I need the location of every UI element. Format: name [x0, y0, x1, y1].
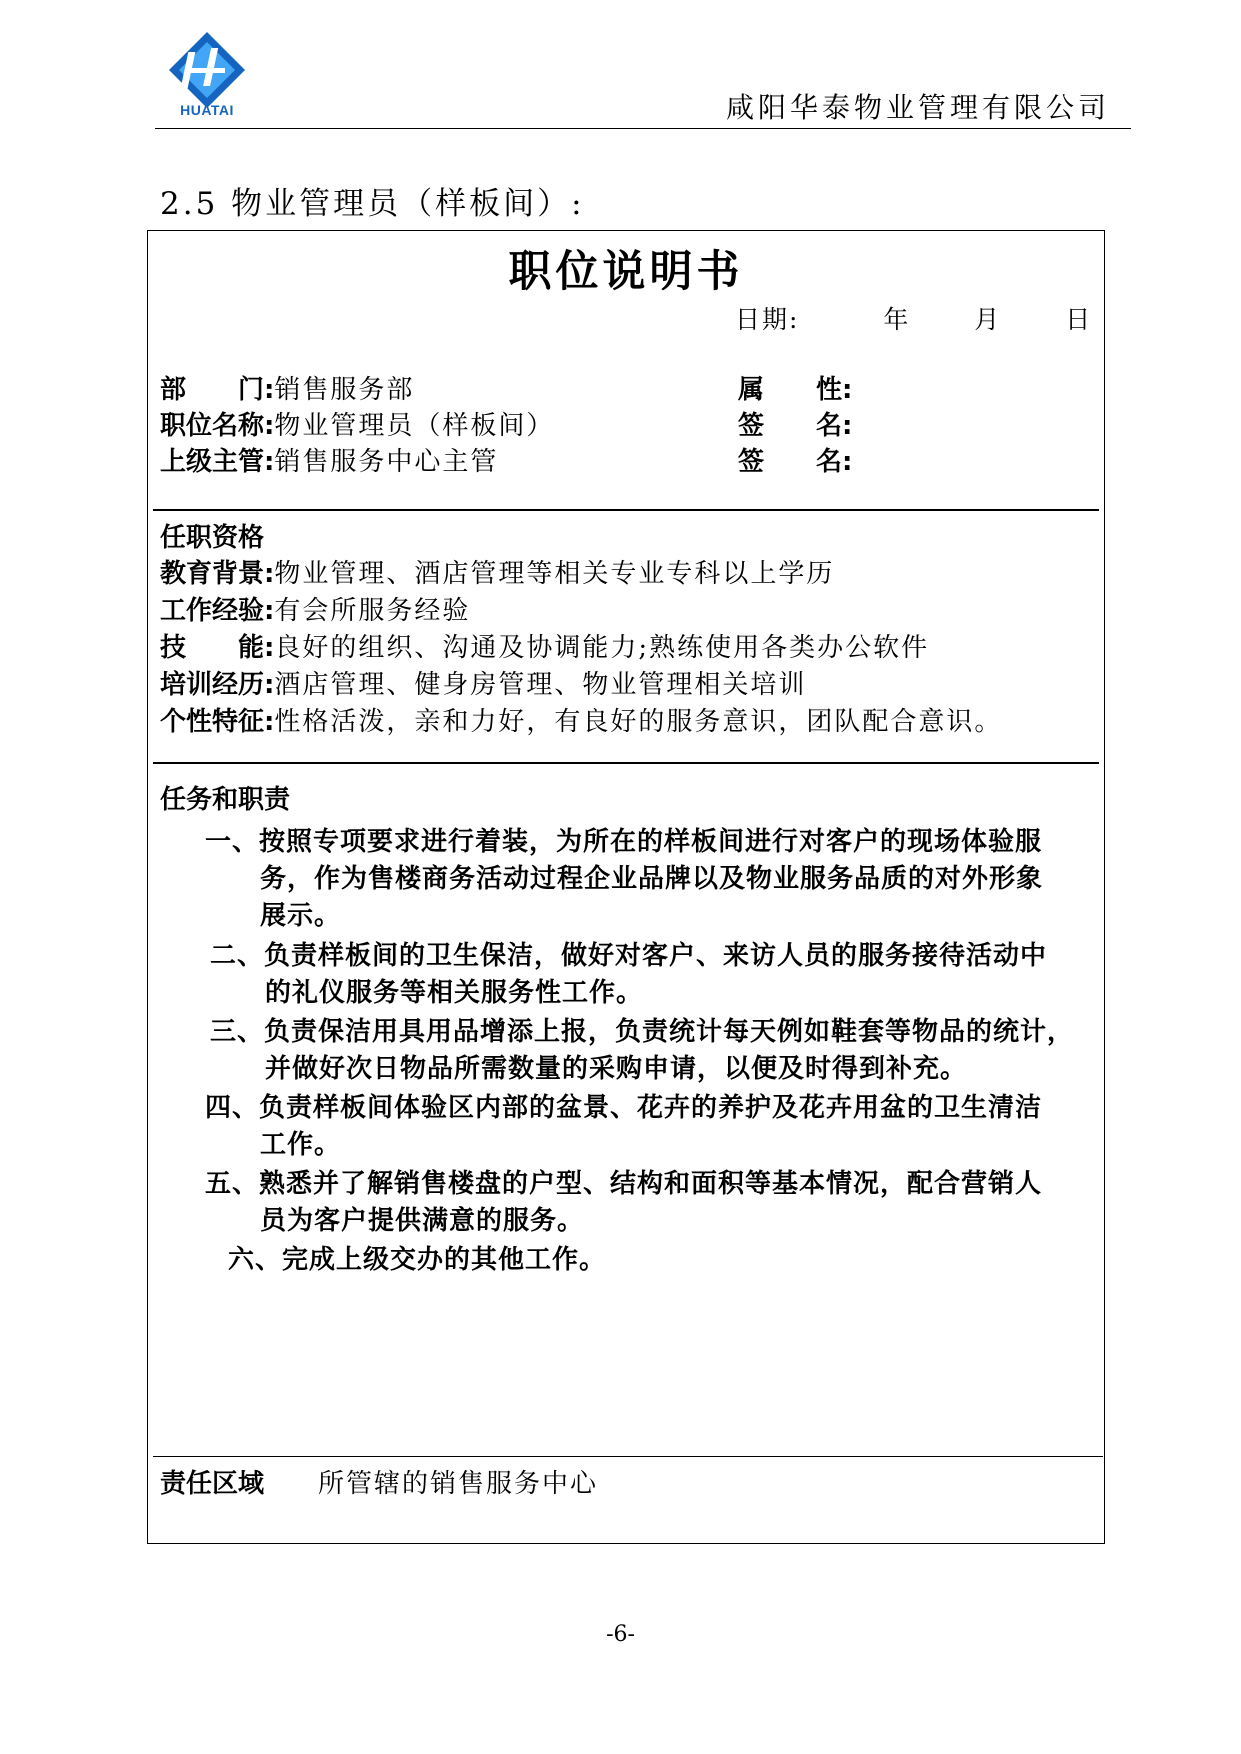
company-name: 咸阳华泰物业管理有限公司: [726, 91, 1111, 124]
qual-value: 酒店管理、健身房管理、物业管理相关培训: [274, 670, 807, 700]
page-number: -6-: [606, 1622, 635, 1647]
attr-label: 属 性:: [738, 375, 853, 405]
qual-label: 培训经历:: [160, 670, 275, 700]
divider-2: [153, 762, 1099, 764]
duty-line: 工作。: [260, 1130, 342, 1160]
duty-line: 员为客户提供满意的服务。: [260, 1206, 585, 1236]
sign2-label: 签 名:: [738, 447, 853, 477]
qual-value: 物业管理、酒店管理等相关专业专科以上学历: [274, 559, 835, 589]
qual-label: 个性特征:: [160, 707, 275, 737]
position-row: [160, 408, 554, 444]
divider-3: [153, 1456, 1103, 1457]
logo-text: HUATAI: [180, 102, 234, 118]
duties-heading: 任务和职责: [160, 785, 291, 815]
date-line: [735, 300, 1092, 336]
responsibility-value-row: [318, 1466, 598, 1502]
document-title: 职位说明书: [508, 247, 744, 297]
supervisor-value: 销售服务中心主管: [274, 447, 499, 477]
date-month: 月: [974, 305, 1002, 334]
qual-education-row: [160, 556, 834, 592]
qual-value: 有会所服务经验: [274, 596, 471, 626]
supervisor-label: 上级主管:: [160, 447, 275, 477]
duty-line: 的礼仪服务等相关服务性工作。: [265, 978, 644, 1008]
header-divider: [155, 128, 1131, 129]
attr-row: [738, 372, 852, 408]
position-label: 职位名称:: [160, 411, 275, 441]
date-day: 日: [1065, 305, 1093, 334]
sign2-row: [738, 444, 852, 480]
dept-row: [160, 372, 414, 408]
qual-experience-row: [160, 593, 470, 629]
responsibility-label: 责任区域: [160, 1469, 265, 1499]
sign1-row: [738, 408, 852, 444]
qual-skills-row: [160, 630, 929, 666]
date-label: 日期:: [735, 305, 800, 334]
duty-line: 展示。: [260, 901, 342, 931]
duty-line: 并做好次日物品所需数量的采购申请，以便及时得到补充。: [265, 1054, 968, 1084]
position-value: 物业管理员（样板间）: [274, 411, 555, 441]
qual-value: 良好的组织、沟通及协调能力;熟练使用各类办公软件: [274, 633, 930, 663]
qual-personality-row: [160, 704, 1002, 740]
qualifications-heading: 任职资格: [160, 523, 265, 553]
responsibility-value: 所管辖的销售服务中心: [318, 1469, 599, 1499]
duty-line: 一、按照专项要求进行着装，为所在的样板间进行对客户的现场体验服: [205, 827, 1043, 857]
dept-label: 部 门:: [160, 375, 275, 405]
duty-line: 务，作为售楼商务活动过程企业品牌以及物业服务品质的对外形象: [260, 864, 1044, 894]
qual-label: 技 能:: [160, 633, 275, 663]
duty-line: 三、负责保洁用具用品增添上报，负责统计每天例如鞋套等物品的统计，: [210, 1017, 1075, 1047]
duty-line: 二、负责样板间的卫生保洁，做好对客户、来访人员的服务接待活动中: [210, 941, 1048, 971]
duty-line: 六、完成上级交办的其他工作。: [228, 1245, 607, 1275]
qual-training-row: [160, 667, 806, 703]
duty-line: 五、熟悉并了解销售楼盘的户型、结构和面积等基本情况，配合营销人: [205, 1169, 1043, 1199]
supervisor-row: [160, 444, 498, 480]
responsibility-row: [160, 1466, 264, 1502]
qual-label: 教育背景:: [160, 559, 275, 589]
divider-1: [153, 509, 1099, 511]
qual-value: 性格活泼，亲和力好，有良好的服务意识，团队配合意识。: [274, 707, 1003, 737]
duty-line: 四、负责样板间体验区内部的盆景、花卉的养护及花卉用盆的卫生清洁: [205, 1093, 1043, 1123]
dept-value: 销售服务部: [274, 375, 415, 405]
section-title: 2.5 物业管理员（样板间）:: [160, 186, 585, 222]
huatai-logo-icon: [167, 30, 247, 110]
date-year: 年: [883, 305, 911, 334]
qual-label: 工作经验:: [160, 596, 275, 626]
sign1-label: 签 名:: [738, 411, 853, 441]
